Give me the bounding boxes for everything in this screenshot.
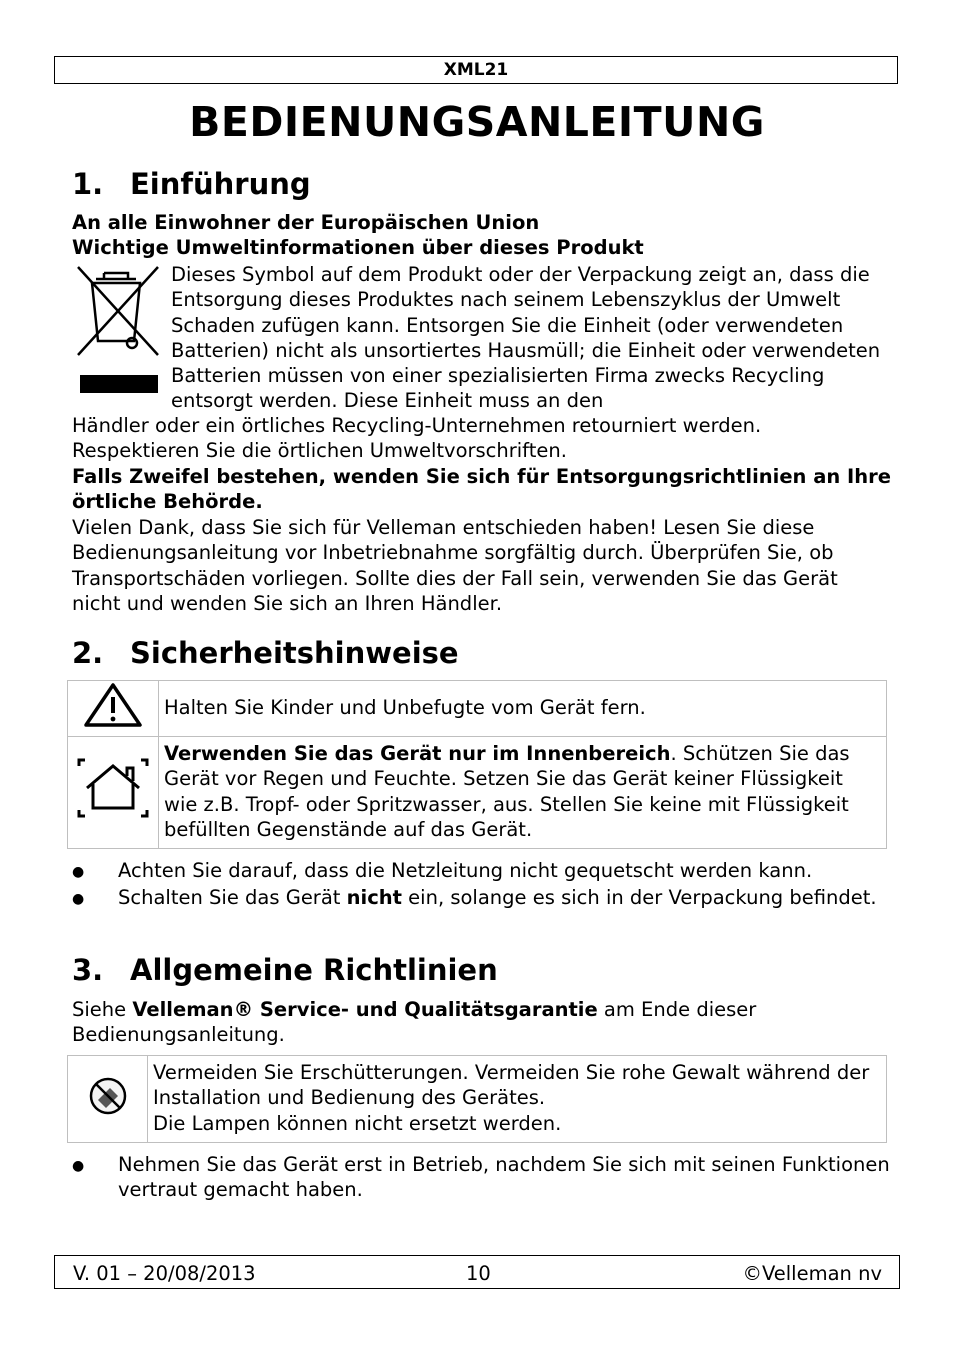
weee-continuation: Händler oder ein örtliches Recycling-Unternehmen retourniert werden. Respektieren Sie die örtlichen Umweltvorschriften. <box>72 414 762 463</box>
bullet-icon: ● <box>72 864 85 880</box>
safety-row-2-text <box>159 737 887 849</box>
guideline-text: Vermeiden Sie Erschütterungen. Vermeiden Sie rohe Gewalt während der Installation und Bedienung des Gerätes. <box>153 1061 870 1110</box>
thanks-paragraph: Vielen Dank, dass Sie sich für Velleman entschieden haben! Lesen Sie diese Bedienungsanleitung vor Inbetriebnahme sorgfältig durch. Überprüfen Sie, ob Transportschäden vorliegen. Sollte dies der Fall sein, verwenden Sie das Gerät nicht und wenden Sie sich an Ihren Händler. <box>72 516 838 615</box>
footer-page-number: 10 <box>466 1262 491 1285</box>
lamp-note: Die Lampen können nicht ersetzt werden. <box>153 1111 562 1135</box>
bullet-icon: ● <box>72 1158 85 1174</box>
section-3-heading <box>72 953 498 987</box>
section-2-heading <box>72 636 459 670</box>
section-2-bullets <box>72 858 892 913</box>
guideline-row <box>68 1056 887 1143</box>
footer-copyright: ©Velleman nv <box>742 1262 882 1285</box>
weee-bin-icon <box>74 263 160 395</box>
section-3-title: Allgemeine Richtlinien <box>130 953 498 987</box>
section-1-title: Einführung <box>130 167 311 201</box>
footer <box>54 1255 900 1289</box>
safety-icon-cell <box>68 737 159 849</box>
bullet-text-bold: nicht <box>346 886 402 910</box>
warranty-reference: Velleman® Service- und Qualitätsgarantie <box>132 998 598 1021</box>
section-3-intro <box>72 997 892 1048</box>
guideline-icon-cell <box>68 1056 148 1143</box>
bullet-text-part: Schalten Sie das Gerät <box>118 886 347 910</box>
indoor-rest-text: . Schützen Sie das Gerät vor Regen und Feuchte. Setzen Sie das Gerät keiner Flüssigkeit wie z.B. Tropf- oder Spritzwasser, aus. Stellen Sie keine mit Flüssigkeit befüllten Gegenstände auf das Gerät. <box>164 741 850 841</box>
doubt-note: Falls Zweifel bestehen, wenden Sie sich für Entsorgungsrichtlinien an Ihre örtliche Behörde. <box>72 465 892 514</box>
footer-version: V. 01 – 20/08/2013 <box>73 1262 256 1285</box>
bullet-text-part: ein, solange es sich in der Verpackung befindet. <box>401 886 877 910</box>
safety-row-1-text: Halten Sie Kinder und Unbefugte vom Gerät fern. <box>159 681 887 737</box>
no-shock-icon <box>88 1076 128 1116</box>
section-1-lead-2: Wichtige Umweltinformationen über dieses Produkt <box>72 236 644 259</box>
indoor-bold-text: Verwenden Sie das Gerät nur im Innenbereich <box>164 741 671 765</box>
safety-table <box>67 680 887 849</box>
bullet-icon: ● <box>72 891 85 908</box>
section-1-heading <box>72 167 311 201</box>
indoor-use-icon <box>75 758 151 820</box>
page-title: BEDIENUNGSANLEITUNG <box>189 98 765 146</box>
intro-part: am Ende dieser Bedienungsanleitung. <box>72 998 757 1047</box>
section-2-title: Sicherheitshinweise <box>130 636 459 670</box>
warning-triangle-icon <box>82 681 144 729</box>
bullet-text: Achten Sie darauf, dass die Netzleitung nicht gequetscht werden kann. <box>118 859 813 882</box>
safety-row-children <box>68 681 887 737</box>
safety-row-indoor <box>68 737 887 849</box>
safety-icon-cell <box>68 681 159 737</box>
list-item <box>72 885 892 912</box>
guidelines-table <box>67 1055 887 1143</box>
section-1-number: 1. <box>72 167 104 201</box>
guideline-text-cell <box>148 1056 887 1143</box>
header-model: XML21 <box>54 56 898 84</box>
intro-part: Siehe <box>72 998 133 1021</box>
section-3-number: 3. <box>72 953 104 987</box>
section-1-lead-1: An alle Einwohner der Europäischen Union <box>72 211 540 234</box>
list-item <box>72 1152 892 1203</box>
weee-text: Dieses Symbol auf dem Produkt oder der Verpackung zeigt an, dass die Entsorgung dieses Produktes nach seinem Lebenszyklus der Umwelt Schaden zufügen kann. Entsorgen Sie die Einheit (oder verwendeten Batterien) nicht als unsortiertes Hausmüll; die Einheit oder verwendeten Batterien müssen von einer spezialisierten Firma zwecks Recycling entsorgt werden. Diese Einheit muss an den <box>171 263 881 413</box>
bullet-text: Nehmen Sie das Gerät erst in Betrieb, nachdem Sie sich mit seinen Funktionen vertraut gemacht haben. <box>118 1153 890 1202</box>
section-2-number: 2. <box>72 636 104 670</box>
bullet-text <box>118 885 892 912</box>
section-3-bullets <box>72 1152 892 1203</box>
list-item <box>72 858 892 885</box>
